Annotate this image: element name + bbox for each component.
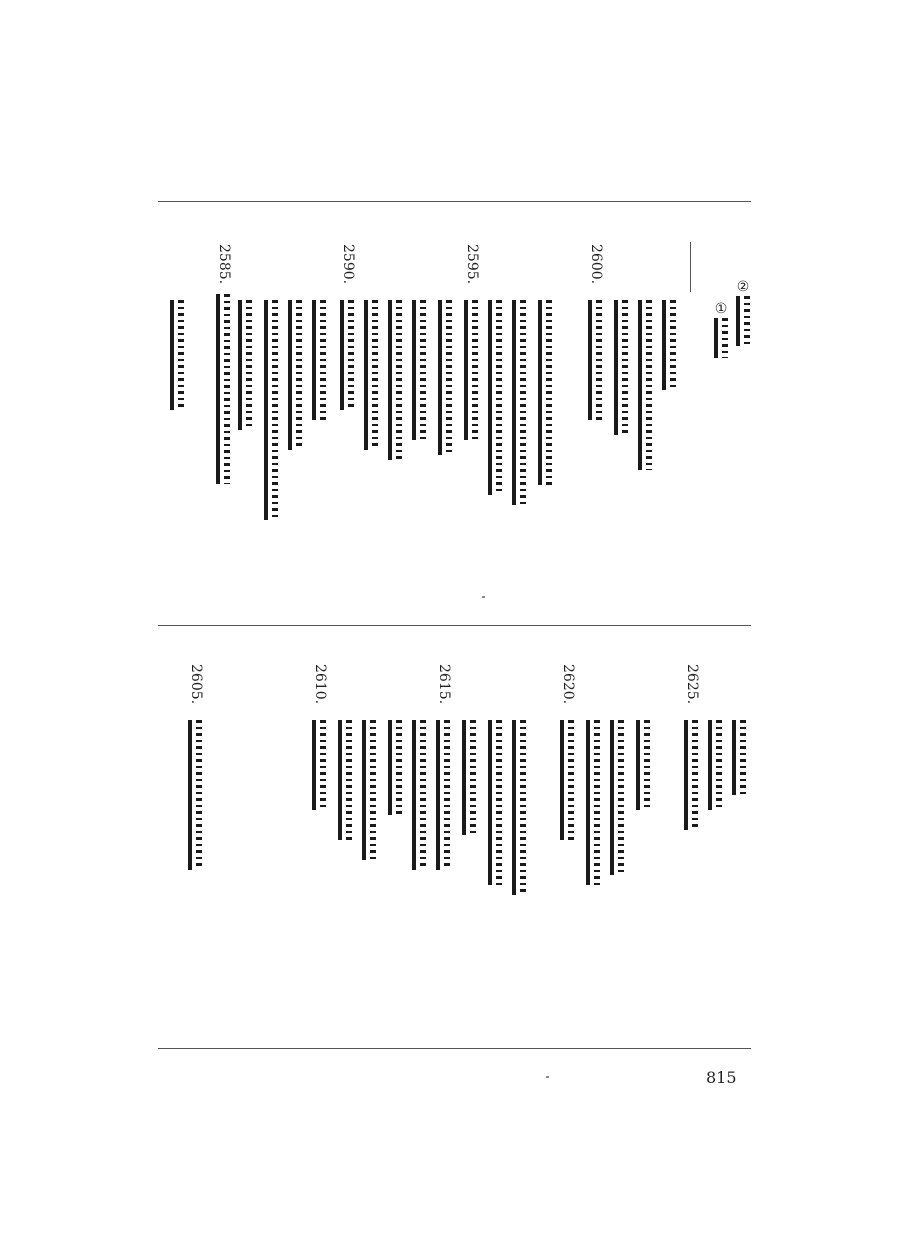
line-number: 2595. xyxy=(464,244,480,285)
footnote-mark-1: ① xyxy=(714,301,728,317)
line-number: 2610. xyxy=(312,664,328,705)
line-number: 2625. xyxy=(684,664,700,705)
footnote-line-2 xyxy=(734,296,754,346)
bottom-rule xyxy=(158,1048,751,1049)
footnote-separator xyxy=(690,242,691,292)
top-rule xyxy=(158,201,751,202)
middle-rule xyxy=(158,625,751,626)
scan-speck xyxy=(482,596,485,598)
line-number: 2615. xyxy=(436,664,452,705)
page-number: 815 xyxy=(706,1068,737,1087)
footnote-line-1 xyxy=(712,318,732,358)
line-number: 2585. xyxy=(216,244,232,285)
line-number: 2600. xyxy=(588,244,604,285)
line-number: 2590. xyxy=(340,244,356,285)
line-number: 2620. xyxy=(560,664,576,705)
scan-speck xyxy=(546,1076,549,1078)
line-number: 2605. xyxy=(188,664,204,705)
footnote-mark-2: ② xyxy=(736,279,750,295)
